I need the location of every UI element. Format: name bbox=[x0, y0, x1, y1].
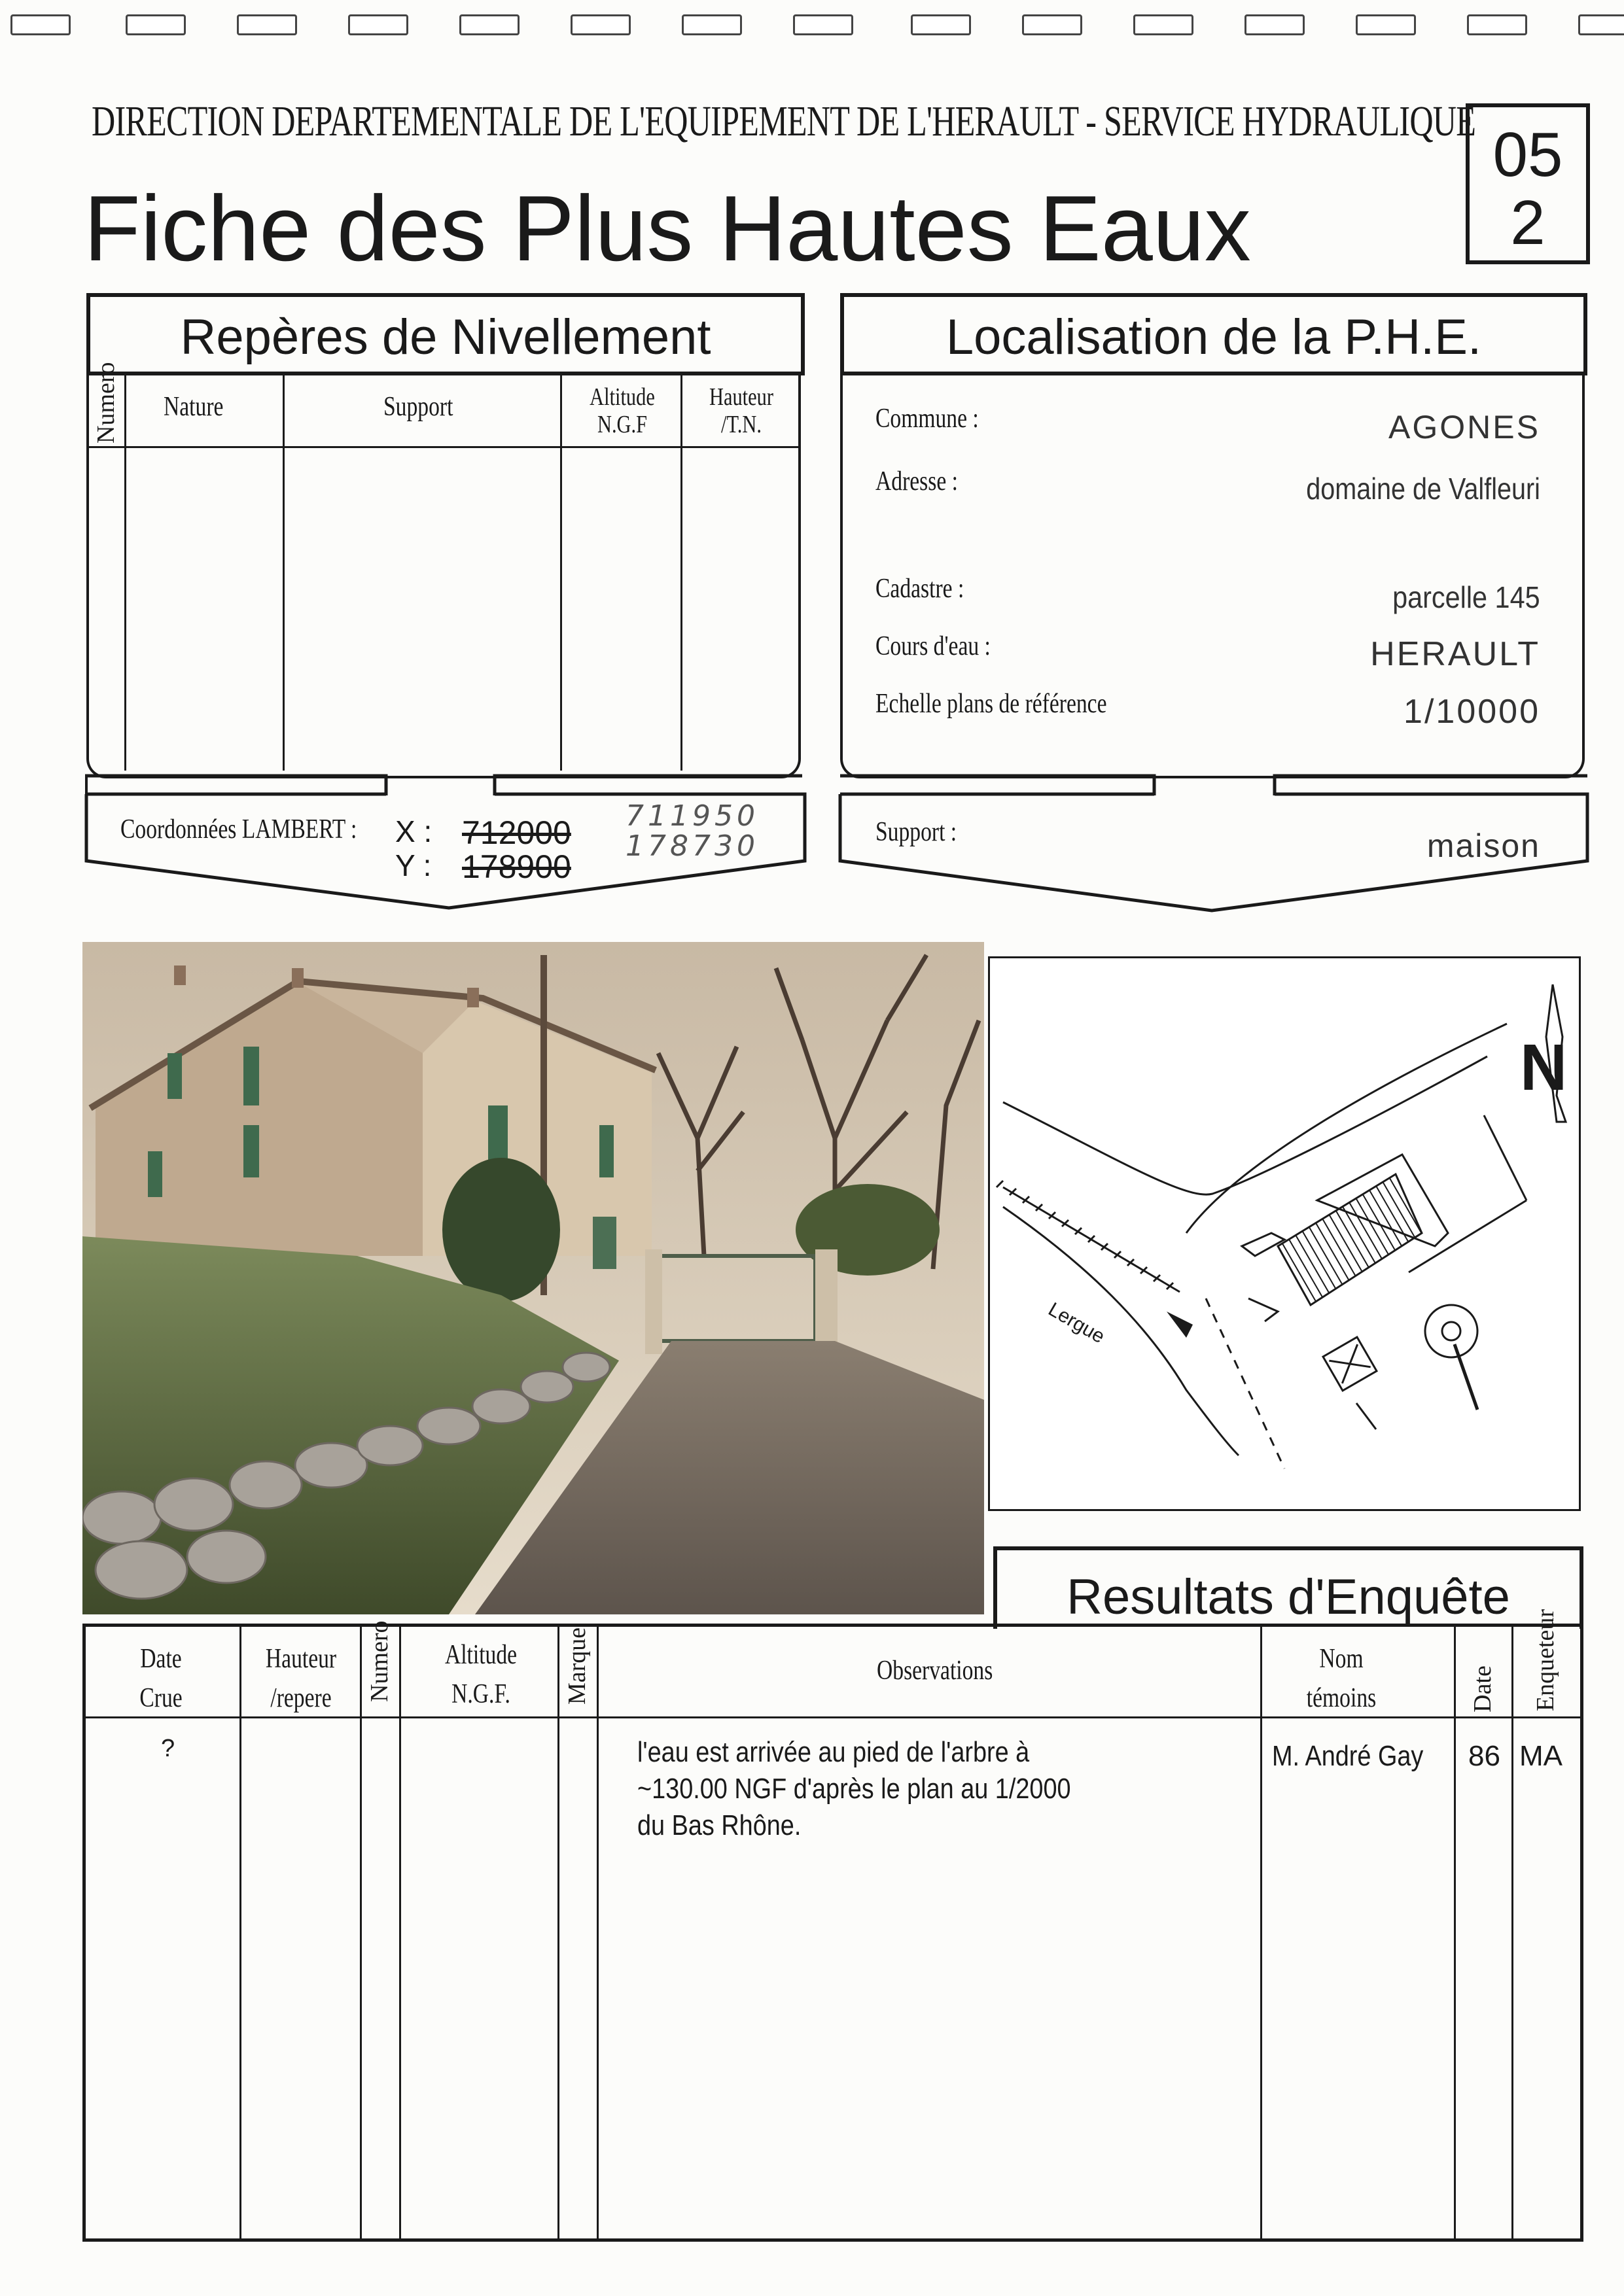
cadastre-value: parcelle 145 bbox=[1392, 580, 1540, 614]
x-label: X : bbox=[395, 814, 432, 848]
adresse-value: domaine de Valfleuri bbox=[1306, 472, 1540, 506]
support-value: maison bbox=[1426, 827, 1540, 864]
col-numero: Numero bbox=[92, 362, 120, 444]
localisation-title-box bbox=[840, 293, 1587, 375]
row-date: 86 bbox=[1468, 1740, 1500, 1772]
coords-label: Coordonnées LAMBERT : bbox=[120, 814, 357, 844]
north-label: N bbox=[1520, 1031, 1568, 1104]
row-nom: M. André Gay bbox=[1272, 1740, 1424, 1772]
row-obs-line2: ~130.00 NGF d'après le plan au 1/2000 bbox=[637, 1773, 1071, 1805]
col-observations: Observations bbox=[877, 1656, 993, 1686]
col-date-crue: Date Crue bbox=[139, 1644, 183, 1713]
col-support: Support bbox=[383, 392, 453, 422]
commune-value: AGONES bbox=[1388, 409, 1540, 445]
reperes-title-box bbox=[86, 293, 805, 375]
col-numero-res: Numero bbox=[366, 1620, 393, 1702]
col-marque: Marque bbox=[563, 1627, 591, 1705]
col-hauteur: Hauteur /T.N. bbox=[709, 383, 773, 438]
col-nature: Nature bbox=[164, 392, 224, 422]
y-handwritten-value: 178730 bbox=[626, 829, 759, 863]
reperes-title: Repères de Nivellement bbox=[180, 309, 711, 365]
col-date-enquete: Date bbox=[1469, 1665, 1496, 1713]
x-handwritten-value: 711950 bbox=[626, 799, 759, 833]
col-altitude-res: Altitude N.G.F. bbox=[444, 1640, 518, 1709]
echelle-value: 1/10000 bbox=[1403, 693, 1540, 731]
localisation-title: Localisation de la P.H.E. bbox=[945, 309, 1482, 365]
adresse-label: Adresse : bbox=[875, 466, 958, 496]
agency-line: DIRECTION DEPARTEMENTALE DE L'EQUIPEMENT DE L'HERAULT - SERVICE HYDRAULIQUE bbox=[92, 97, 1476, 145]
sheet-code-top: 05 bbox=[1492, 120, 1563, 190]
river-label: Lergue bbox=[1044, 1298, 1108, 1348]
commune-label: Commune : bbox=[875, 404, 979, 434]
row-enqueteur: MA bbox=[1519, 1740, 1562, 1772]
support-label: Support : bbox=[875, 817, 957, 847]
row-obs-line1: l'eau est arrivée au pied de l'arbre à bbox=[637, 1736, 1030, 1768]
row-date-crue: ? bbox=[161, 1735, 175, 1762]
x-struck-value: 712000 bbox=[462, 814, 571, 851]
location-map bbox=[988, 956, 1581, 1511]
col-nom-temoins: Nom témoins bbox=[1306, 1644, 1377, 1713]
site-photo bbox=[82, 942, 984, 1614]
resultats-title: Resultats d'Enquête bbox=[1067, 1569, 1510, 1625]
resultats-title-box bbox=[993, 1546, 1583, 1629]
sheet-code-bottom: 2 bbox=[1510, 188, 1545, 258]
sheet-code-box bbox=[1466, 103, 1590, 264]
y-struck-value: 178900 bbox=[462, 848, 571, 885]
cadastre-label: Cadastre : bbox=[875, 574, 964, 604]
col-enqueteur: Enqueteur bbox=[1532, 1609, 1559, 1712]
page-title: Fiche des Plus Hautes Eaux bbox=[84, 177, 1251, 281]
row-obs-line3: du Bas Rhône. bbox=[637, 1809, 802, 1841]
echelle-label: Echelle plans de référence bbox=[875, 689, 1107, 719]
cours-value: HERAULT bbox=[1370, 635, 1540, 673]
col-hauteur-repere: Hauteur /repere bbox=[265, 1644, 337, 1713]
col-altitude: Altitude N.G.F bbox=[590, 383, 655, 438]
cours-label: Cours d'eau : bbox=[875, 631, 991, 661]
y-label: Y : bbox=[395, 848, 432, 882]
